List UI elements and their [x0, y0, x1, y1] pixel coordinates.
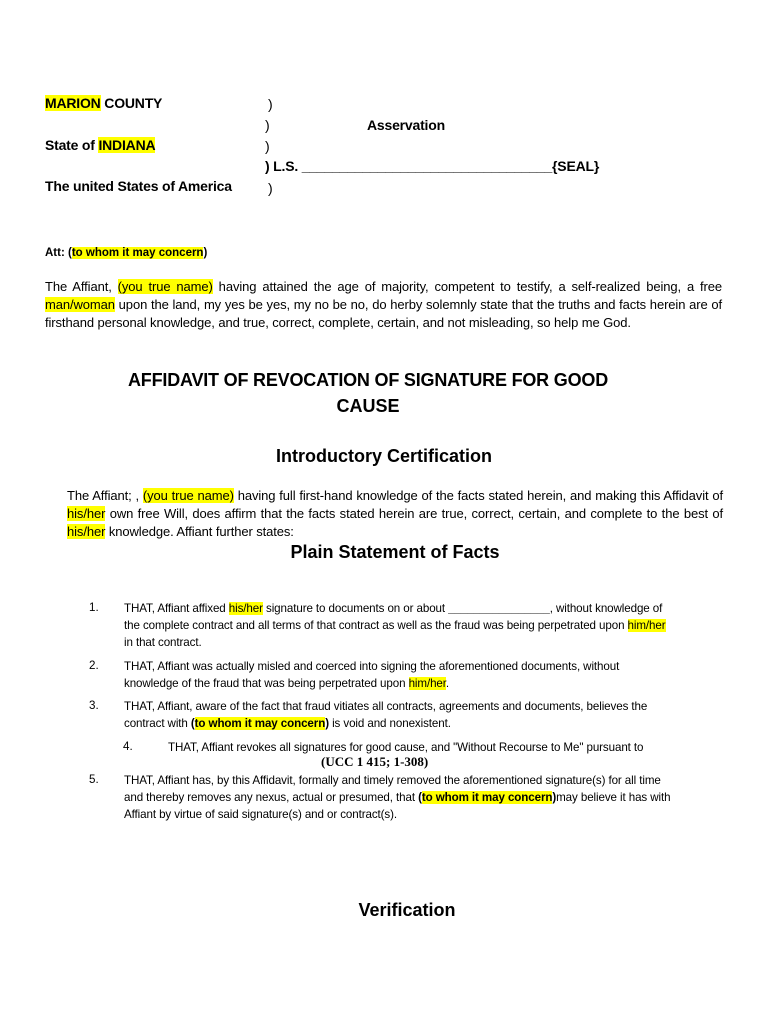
intro-text-2: having attained the age of majority, competent to testify, a self-realized being, a free	[212, 279, 723, 294]
introductory-text-3: own free Will, does affirm that the facts stated herein are true, correct, certain, and complete to the best of	[105, 506, 723, 521]
introductory-text-1: The Affiant; ,	[67, 488, 143, 503]
fact-3-text: THAT, Affiant, aware of the fact that fraud vitiates all contracts, agreements and documents, believes the contract with (to whom it may concern) is void and nonexistent.	[124, 700, 648, 730]
fact-1-his-her: his/her	[228, 602, 263, 615]
fact-1-number: 1.	[89, 601, 99, 614]
fact-5-whom-highlight: to whom it may concern	[421, 791, 553, 804]
fact-4-text: THAT, Affiant revokes all signatures for good cause, and "Without Recourse to Me" pursuant to	[168, 741, 644, 754]
introductory-name-highlight: (you true name)	[142, 488, 234, 503]
intro-text-1: The Affiant,	[45, 279, 118, 294]
caption-paren-1: )	[268, 96, 273, 112]
state-name: INDIANA	[98, 137, 156, 153]
date-blank: ________________	[448, 602, 550, 615]
introductory-text-4: knowledge. Affiant further states:	[105, 524, 294, 539]
verification-heading: Verification	[358, 900, 456, 920]
state-prefix: State of	[45, 137, 95, 153]
fact-5-text: THAT, Affiant has, by this Affidavit, formally and timely removed the aforementioned signature(s) for all time and thereby removes any nexus, actual or presumed, that (to whom it may concern)may believe it has with Affiant by virtue of said signature(s) and or contract(s).	[124, 774, 671, 821]
fact-2-him-her: him/her	[408, 677, 446, 690]
introductory-his-her-2: his/her	[67, 524, 106, 539]
caption-paren-2: )	[265, 117, 270, 133]
state-line	[45, 137, 155, 153]
introductory-heading: Introductory Certification	[275, 446, 492, 466]
county-name: MARION	[45, 95, 101, 111]
caption-paren-4: )	[268, 180, 273, 196]
att-value: to whom it may concern	[71, 247, 204, 259]
fact-5-number: 5.	[89, 773, 99, 786]
ucc-citation: (UCC 1 415; 1-308)	[321, 754, 429, 769]
document-title-line1: AFFIDAVIT OF REVOCATION OF SIGNATURE FOR GOOD	[128, 370, 608, 390]
intro-paragraph	[45, 278, 722, 332]
introductory-his-her-1: his/her	[67, 506, 106, 521]
introductory-text-2: having full first-hand knowledge of the facts stated herein, and making this Affidavit of	[233, 488, 723, 503]
facts-heading: Plain Statement of Facts	[290, 542, 500, 562]
asservation-label: Asservation	[367, 117, 445, 133]
county-line	[45, 95, 162, 111]
fact-2-text: THAT, Affiant was actually misled and coerced into signing the aforementioned documents, without knowledge of the fraud that was being perpetrated upon him/her.	[124, 660, 620, 690]
fact-3-whom-highlight: to whom it may concern	[194, 717, 326, 730]
intro-text-3: upon the land, my yes be yes, my no be no, do herby solemnly state that the truths and facts herein are of firsthand personal knowledge, and true, correct, complete, certain, and not misleading, so help me God.	[45, 297, 722, 330]
att-line	[45, 247, 207, 259]
fact-4-number: 4.	[123, 740, 133, 753]
document-title-line2: CAUSE	[336, 396, 400, 416]
att-prefix: Att: (	[45, 247, 72, 259]
caption-paren-3: )	[265, 138, 270, 154]
intro-name-highlight: (you true name)	[117, 279, 213, 294]
introductory-paragraph	[67, 487, 723, 541]
fact-1-him-her: him/her	[627, 619, 666, 632]
fact-1-text: THAT, Affiant affixed his/her signature to documents on or about ________________, without knowledge of the complete contract and all terms of that contract as well as the fraud was being perpetrated upon him/her in that contract.	[124, 602, 666, 649]
county-word: COUNTY	[104, 95, 163, 111]
fact-2-number: 2.	[89, 659, 99, 672]
fact-3-number: 3.	[89, 699, 99, 712]
seal-line: ) L.S. _________________________________{SEAL}	[265, 158, 600, 174]
intro-gender-highlight: man/woman	[45, 297, 115, 312]
country-line: The united States of America	[45, 178, 232, 194]
att-suffix: )	[203, 247, 208, 259]
